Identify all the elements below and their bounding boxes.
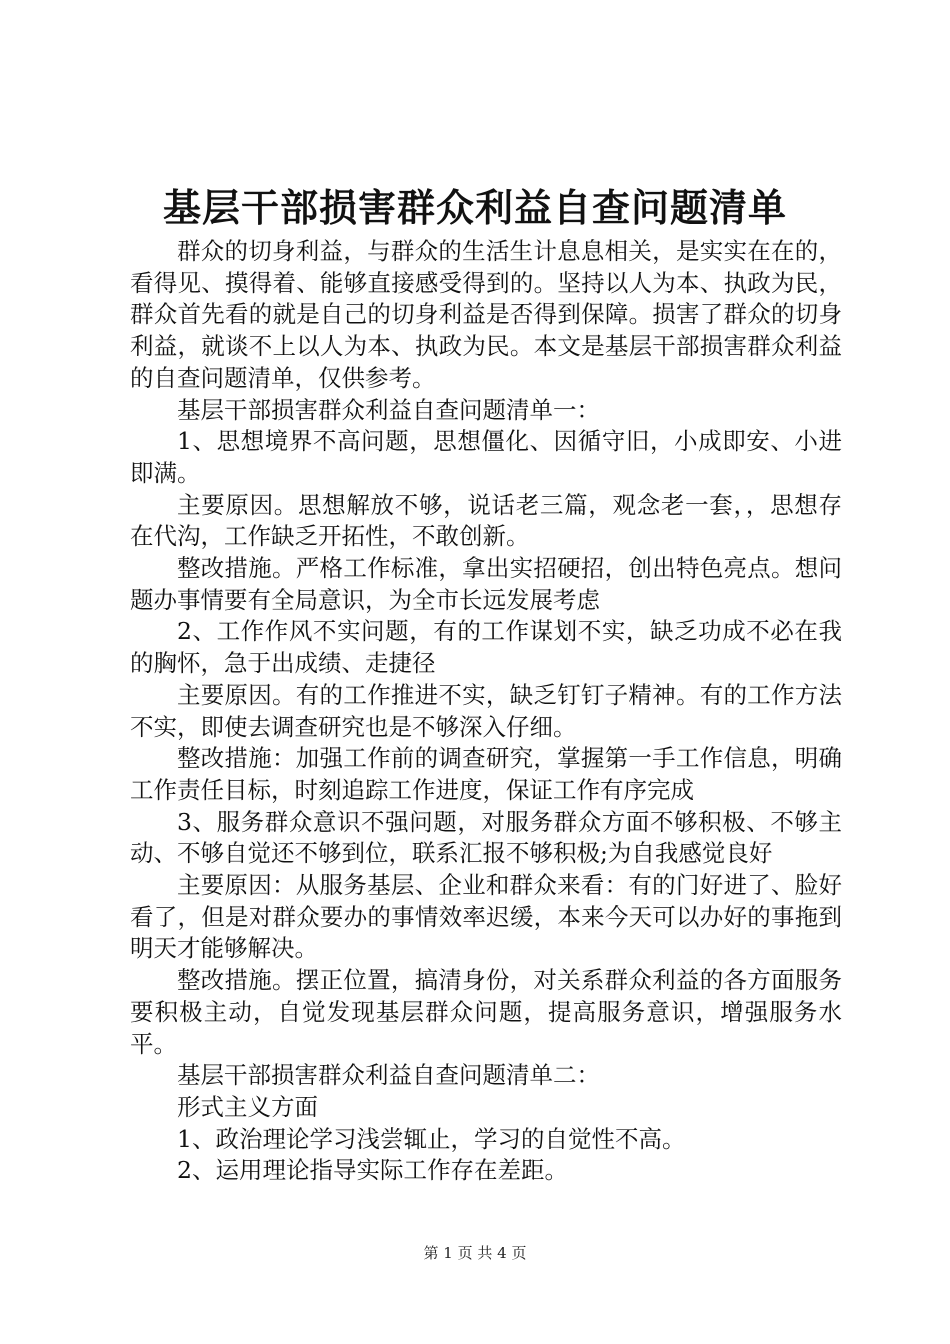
- document-title: 基层干部损害群众利益自查问题清单: [162, 185, 787, 230]
- paragraph-item-2-measure: 整改措施：加强工作前的调查研究，掌握第一手工作信息，明确工作责任目标，时刻追踪工作进度，保证工作有序完成: [130, 744, 842, 804]
- paragraph-item-1-measure: 整改措施。严格工作标准，拿出实招硬招，创出特色亮点。想问题办事情要有全局意识，为全市长远发展考虑: [130, 554, 842, 614]
- document-body: [130, 236, 842, 1187]
- paragraph-item-3: 3、服务群众意识不强问题，对服务群众方面不够积极、不够主动、不够自觉还不够到位，联系汇报不够积极;为自我感觉良好: [130, 807, 842, 868]
- paragraph-item-1: 1、思想境界不高问题，思想僵化、因循守旧，小成即安、小进即满。: [130, 427, 842, 487]
- section-heading-list-two: 基层干部损害群众利益自查问题清单二：: [177, 1061, 600, 1090]
- paragraph-list-two-item-1: 1、政治理论学习浅尝辄止，学习的自觉性不高。: [177, 1124, 686, 1153]
- paragraph-item-2: 2、工作作风不实问题，有的工作谋划不实，缺乏功成不必在我的胸怀，急于出成绩、走捷径: [130, 617, 842, 678]
- subsection-heading-formalism: 形式主义方面: [177, 1092, 318, 1121]
- paragraph-intro: 群众的切身利益，与群众的生活生计息息相关，是实实在在的，看得见、摸得着、能够直接感受得到的。坚持以人为本、执政为民，群众首先看的就是自己的切身利益是否得到保障。损害了群众的切身利益，就谈不上以人为本、执政为民。本文是基层干部损害群众利益的自查问题清单，仅供参考。: [130, 237, 842, 392]
- paragraph-item-3-cause: 主要原因：从服务基层、企业和群众来看：有的门好进了、脸好看了，但是对群众要办的事情效率迟缓，本来今天可以办好的事拖到明天才能够解决。: [130, 871, 842, 963]
- paragraph-item-2-cause: 主要原因。有的工作推进不实，缺乏钉钉子精神。有的工作方法不实，即使去调查研究也是不够深入仔细。: [130, 680, 842, 741]
- paragraph-item-3-measure: 整改措施。摆正位置，搞清身份，对关系群众利益的各方面服务要积极主动，自觉发现基层群众问题，提高服务意识，增强服务水平。: [130, 966, 842, 1058]
- paragraph-list-two-item-2: 2、运用理论指导实际工作存在差距。: [177, 1156, 568, 1185]
- paragraph-item-1-cause: 主要原因。思想解放不够，说话老三篇，观念老一套，，思想存在代沟，工作缺乏开拓性，不敢创新。: [130, 490, 842, 551]
- section-heading-list-one: 基层干部损害群众利益自查问题清单一：: [177, 395, 600, 424]
- page-number-footer: 第 1 页 共 4 页: [423, 1244, 527, 1262]
